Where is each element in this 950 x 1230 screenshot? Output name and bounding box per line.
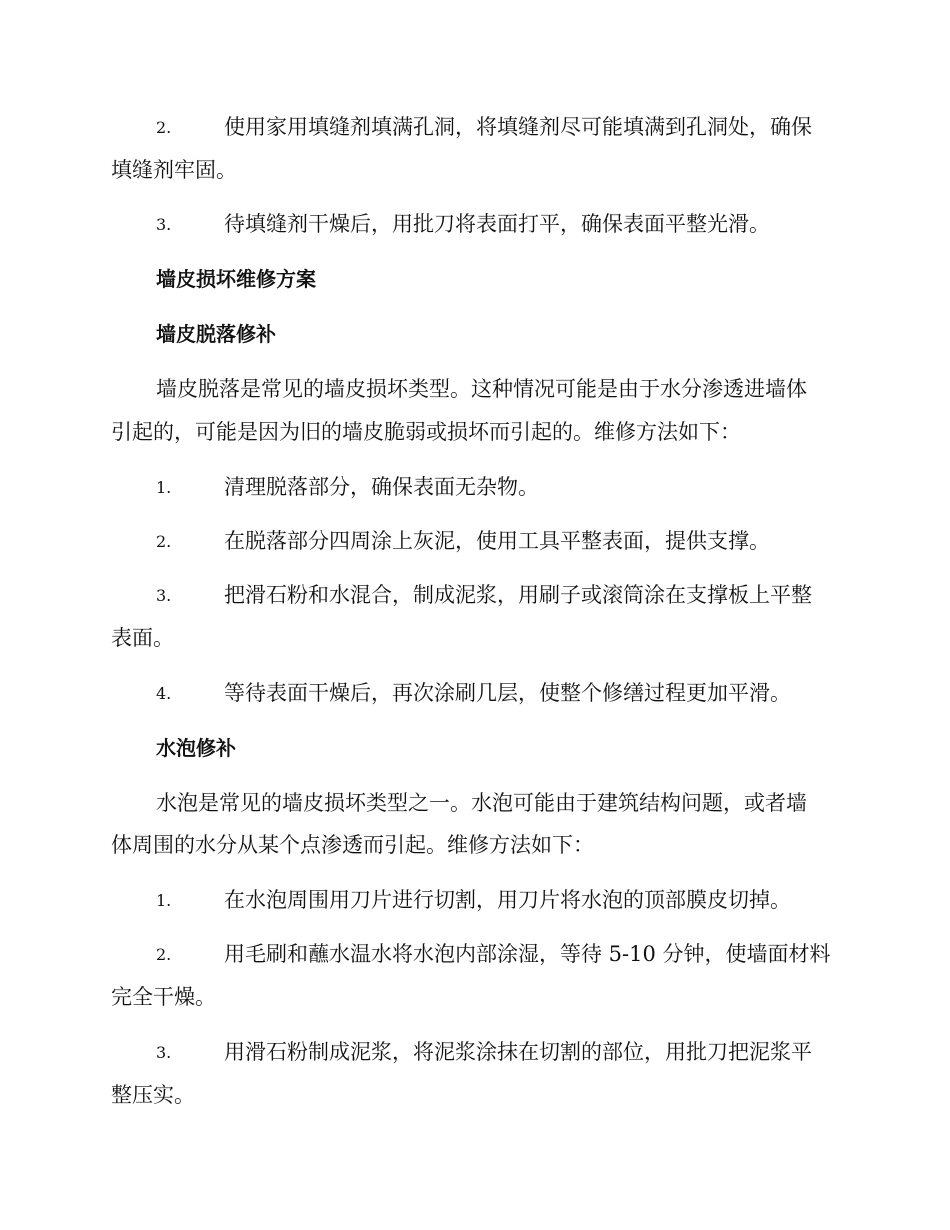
list-number: 2. <box>156 118 172 137</box>
paragraph-continued: 体周围的水分从某个点渗透而引起。维修方法如下： <box>111 833 594 857</box>
list-item-text: 在水泡周围用刀片进行切割，用刀片将水泡的顶部膜皮切掉。 <box>224 888 791 912</box>
list-number: 4. <box>156 684 172 703</box>
paragraph: 水泡是常见的墙皮损坏类型之一。水泡可能由于建筑结构问题，或者墙 <box>156 791 807 815</box>
list-number: 3. <box>156 1043 172 1062</box>
paragraph: 墙皮脱落是常见的墙皮损坏类型。这种情况可能是由于水分渗透进墙体 <box>156 377 807 401</box>
list-item-text-continued: 表面。 <box>111 626 174 650</box>
list-item-text: 使用家用填缝剂填满孔洞，将填缝剂尽可能填满到孔洞处，确保 <box>224 115 812 139</box>
list-number: 3. <box>156 586 172 605</box>
list-number: 2. <box>156 945 172 964</box>
list-item-text: 用滑石粉制成泥浆，将泥浆涂抹在切割的部位，用批刀把泥浆平 <box>224 1040 812 1064</box>
list-item-text: 在脱落部分四周涂上灰泥，使用工具平整表面，提供支撑。 <box>224 529 770 553</box>
paragraph-continued: 引起的，可能是因为旧的墙皮脆弱或损坏而引起的。维修方法如下： <box>111 420 741 444</box>
list-number: 1. <box>156 891 172 910</box>
list-number: 3. <box>156 215 172 234</box>
list-number: 1. <box>156 478 172 497</box>
list-item-text: 待填缝剂干燥后，用批刀将表面打平，确保表面平整光滑。 <box>224 212 770 236</box>
section-heading: 墙皮损坏维修方案 <box>156 267 316 291</box>
subsection-heading: 墙皮脱落修补 <box>156 322 276 346</box>
list-number: 2. <box>156 532 172 551</box>
list-item-text-continued: 完全干燥。 <box>111 985 216 1009</box>
list-item-text-continued: 整压实。 <box>111 1083 195 1107</box>
list-item-text: 等待表面干燥后，再次涂刷几层，使整个修缮过程更加平滑。 <box>224 681 791 705</box>
list-item-text: 把滑石粉和水混合，制成泥浆，用刷子或滚筒涂在支撑板上平整 <box>224 583 812 607</box>
list-item-text: 清理脱落部分，确保表面无杂物。 <box>224 475 539 499</box>
subsection-heading: 水泡修补 <box>156 736 236 760</box>
list-item-text: 用毛刷和蘸水温水将水泡内部涂湿，等待 5-10 分钟，使墙面材料 <box>224 942 831 966</box>
list-item-text-continued: 填缝剂牢固。 <box>111 158 237 182</box>
